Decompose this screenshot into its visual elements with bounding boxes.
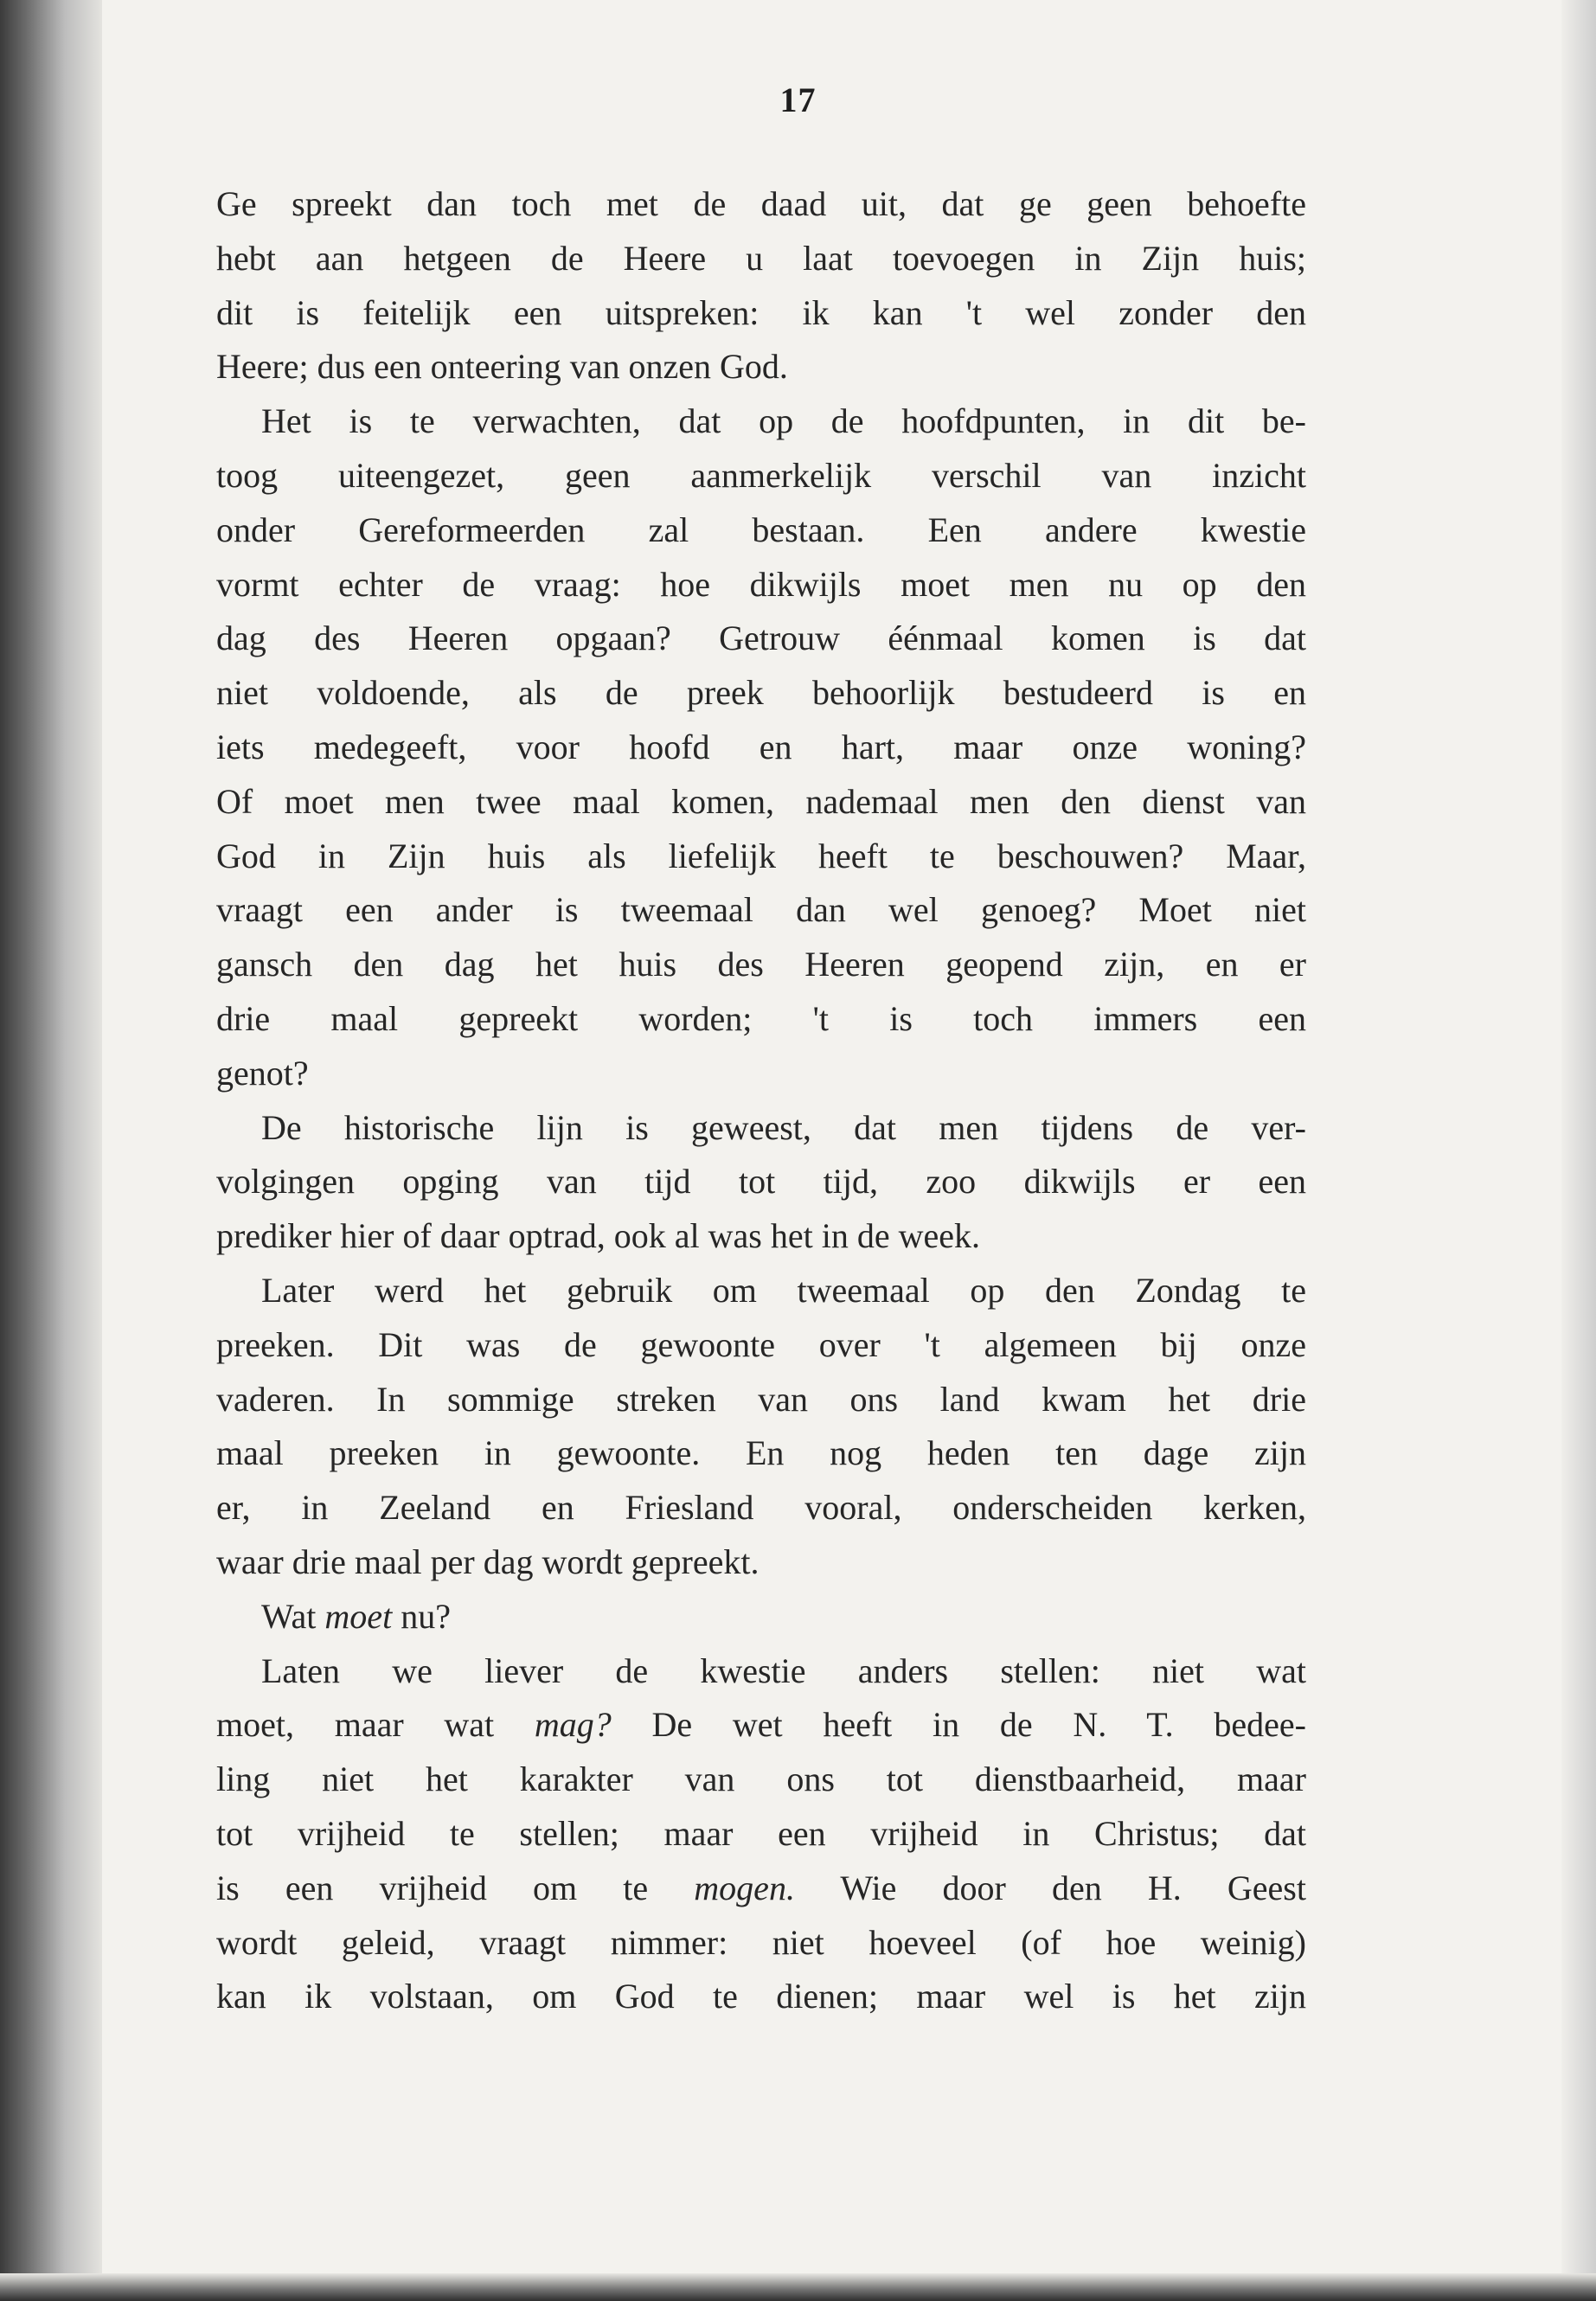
text-line: toog uiteengezet, geen aanmerkelijk verschil van inzicht [216,455,1306,495]
text-line: dag des Heeren opgaan? Getrouw éénmaal komen is dat [216,619,1306,658]
text-line: gansch den dag het huis des Heeren geopend zijn, en er [216,945,1306,984]
text-line: preeken. Dit was de gewoonte over 't algemeen bij onze [216,1324,1306,1364]
text-line: moet, maar wat mag? De wet heeft in de N. T. bedee- [216,1705,1306,1745]
text-line: waar drie maal per dag wordt gepreekt. [216,1541,760,1581]
text-line: prediker hier of daar optrad, ook al was het in de week. [216,1216,980,1256]
page-right-edge [1561,0,1596,2301]
text-line: maal preeken in gewoonte. En nog heden ten dage zijn [216,1433,1306,1473]
text-line: iets medegeeft, voor hoofd en hart, maar onze woning? [216,727,1306,766]
book-binding-edge [0,0,102,2301]
text-line: niet voldoende, als de preek behoorlijk bestudeerd is en [216,673,1306,713]
emphasis: mogen. [694,1868,795,1907]
body-text [216,177,1306,2024]
emphasis: mag? [534,1705,612,1745]
text-line: Laten we liever de kwestie anders stellen: niet wat [261,1650,1306,1690]
text-line: wordt geleid, vraagt nimmer: niet hoeveel (of hoe weinig) [216,1922,1306,1962]
text-line: volgingen opging van tijd tot tijd, zoo dikwijls er een [216,1162,1306,1202]
text-line: God in Zijn huis als liefelijk heeft te beschouwen? Maar, [216,836,1306,875]
text-line: drie maal gepreekt worden; 't is toch immers een [216,998,1306,1038]
text-line: kan ik volstaan, om God te dienen; maar wel is het zijn [216,1977,1306,2016]
text-line: De historische lijn is geweest, dat men tijdens de ver- [261,1107,1306,1147]
text-line: Het is te verwachten, dat op de hoofdpunten, in dit be- [261,401,1306,441]
page-number: 17 [779,80,817,119]
text-line: onder Gereformeerden zal bestaan. Een andere kwestie [216,510,1306,549]
text-line: Later werd het gebruik om tweemaal op den Zondag te [261,1270,1306,1310]
text-line: Ge spreekt dan toch met de daad uit, dat ge geen behoefte [216,184,1306,223]
emphasis: moet [324,1596,393,1636]
text-line: genot? [216,1053,309,1093]
text-line: Heere; dus een onteering van onzen God. [216,347,788,387]
text-line: dit is feitelijk een uitspreken: ik kan 't wel zonder den [216,292,1306,332]
text-line: vormt echter de vraag: hoe dikwijls moet men nu op den [216,564,1306,604]
text-line: hebt aan hetgeen de Heere u laat toevoegen in Zijn huis; [216,238,1306,278]
page-bottom-edge [0,2273,1596,2301]
text-line: Of moet men twee maal komen, nademaal men den dienst van [216,781,1306,821]
text-line: ling niet het karakter van ons tot dienstbaarheid, maar [216,1759,1306,1799]
text-line: tot vrijheid te stellen; maar een vrijheid in Christus; dat [216,1813,1306,1853]
text-line: er, in Zeeland en Friesland vooral, onderscheiden kerken, [216,1488,1306,1528]
text-line: vaderen. In sommige streken van ons land kwam het drie [216,1379,1306,1419]
text-line: vraagt een ander is tweemaal dan wel genoeg? Moet niet [216,890,1306,930]
text-line: is een vrijheid om te mogen. Wie door den H. Geest [216,1868,1306,1907]
text-line: Wat moet nu? [261,1596,451,1636]
